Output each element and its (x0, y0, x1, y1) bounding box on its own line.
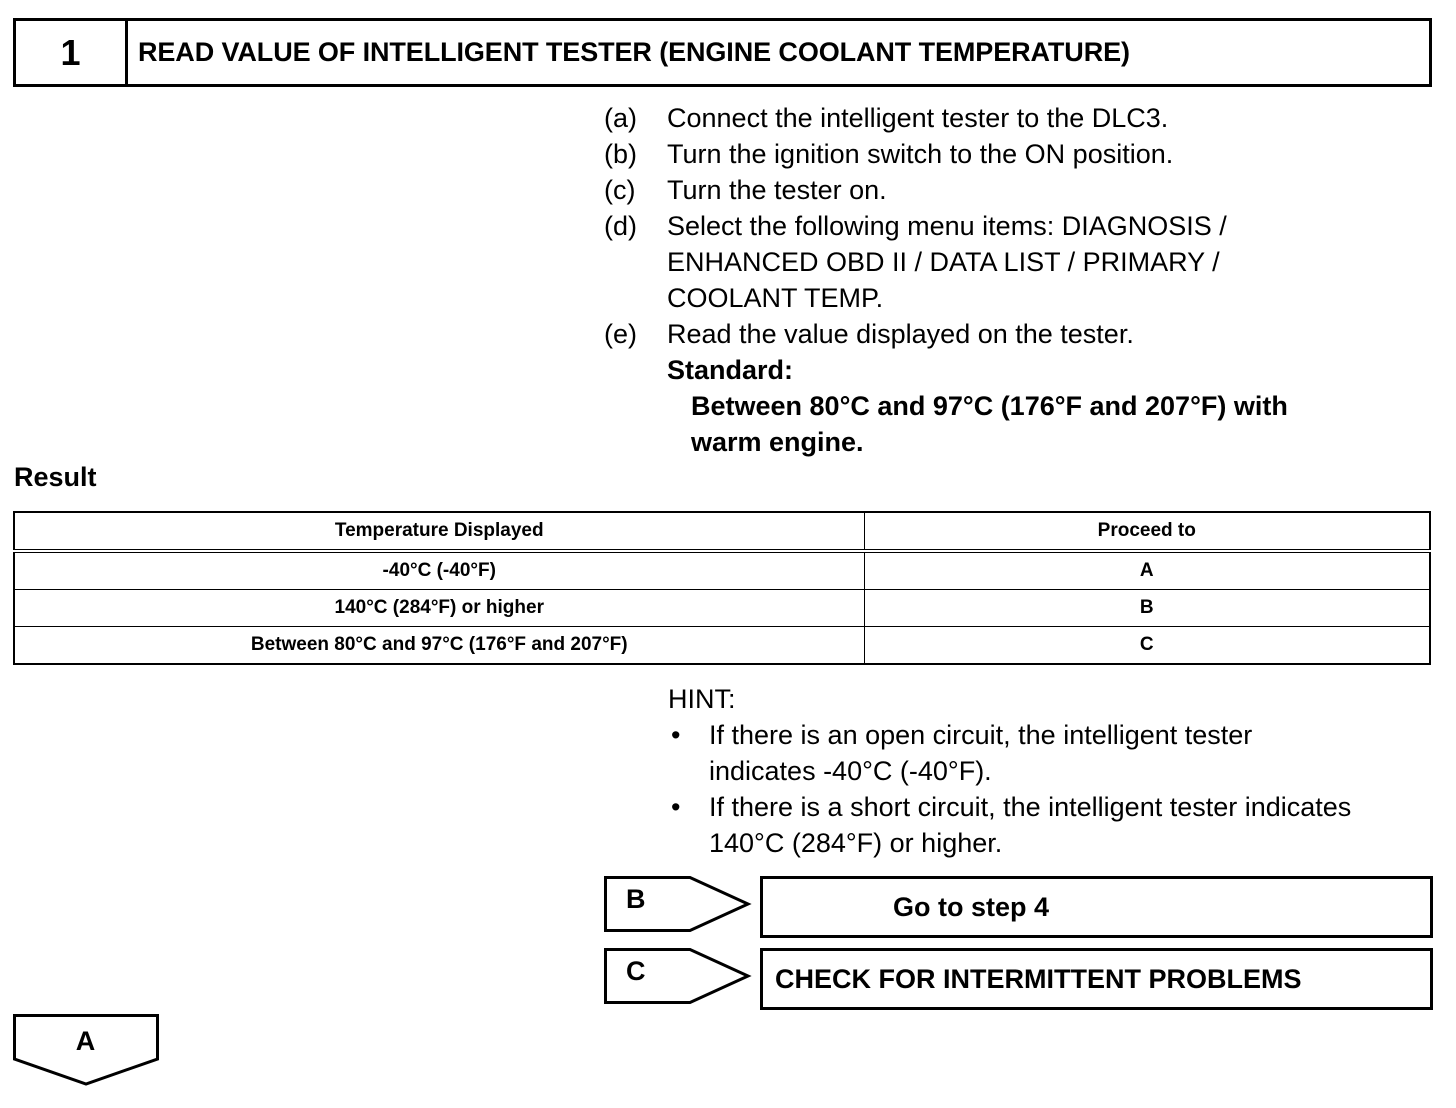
procedure-letter: (e) (604, 319, 637, 349)
procedure-text: Connect the intelligent tester to the DLC3. (667, 103, 1169, 133)
procedure-letter: (c) (604, 175, 636, 205)
column-header: Proceed to (864, 512, 1430, 551)
table-cell: Between 80°C and 97°C (176°F and 207°F) (14, 627, 864, 665)
table-row (14, 627, 1430, 665)
table-cell: A (864, 551, 1430, 590)
step-number: 1 (16, 21, 128, 84)
procedure-letter: (a) (604, 103, 637, 133)
table-row (14, 590, 1430, 627)
branch-tag-label: C (626, 956, 646, 986)
bullet-icon: • (671, 792, 681, 822)
procedure-text: Select the following menu items: DIAGNOSIS / ENHANCED OBD II / DATA LIST / PRIMARY / COOLANT TEMP. (667, 211, 1227, 313)
procedure-item (604, 136, 1434, 172)
procedure-letter: (d) (604, 211, 637, 241)
procedure-text: Turn the tester on. (667, 175, 887, 205)
next-step-tag-a[interactable] (13, 1014, 159, 1091)
column-header: Temperature Displayed (14, 512, 864, 551)
procedure-list (604, 100, 1434, 460)
table-cell: 140°C (284°F) or higher (14, 590, 864, 627)
table-cell: -40°C (-40°F) (14, 551, 864, 590)
procedure-item (604, 172, 1434, 208)
step-title: READ VALUE OF INTELLIGENT TESTER (ENGINE COOLANT TEMPERATURE) (138, 37, 1130, 67)
table-cell: C (864, 627, 1430, 665)
hint-text: If there is a short circuit, the intelligent tester indicates 140°C (284°F) or higher. (709, 792, 1352, 858)
result-table (13, 511, 1431, 665)
standard-label: Standard: (667, 355, 794, 385)
branch-tag-c[interactable] (604, 948, 752, 1004)
result-label: Result (14, 462, 97, 492)
hint-text: If there is an open circuit, the intelligent tester indicates -40°C (-40°F). (709, 720, 1253, 786)
procedure-item (604, 100, 1434, 136)
next-step-label: A (75, 1026, 96, 1056)
procedure-letter: (b) (604, 139, 637, 169)
hint-item (668, 789, 1438, 861)
procedure-item (604, 316, 1434, 352)
procedure-text: Read the value displayed on the tester. (667, 319, 1134, 349)
hint-section (668, 681, 1438, 861)
branch-action-b[interactable]: Go to step 4 (760, 876, 1433, 938)
branch-tag-b[interactable] (604, 876, 752, 932)
hint-item (668, 717, 1438, 789)
branch-tag-label: B (626, 884, 646, 914)
hint-label: HINT: (668, 684, 736, 714)
procedure-text: Turn the ignition switch to the ON position. (667, 139, 1174, 169)
table-row (14, 551, 1430, 590)
table-cell: B (864, 590, 1430, 627)
standard-value: Between 80°C and 97°C (176°F and 207°F) with warm engine. (691, 391, 1288, 457)
bullet-icon: • (671, 720, 681, 750)
branch-action-c[interactable]: CHECK FOR INTERMITTENT PROBLEMS (760, 948, 1433, 1010)
procedure-item (604, 208, 1434, 316)
step-header (13, 18, 1432, 87)
table-header-row (14, 512, 1430, 551)
